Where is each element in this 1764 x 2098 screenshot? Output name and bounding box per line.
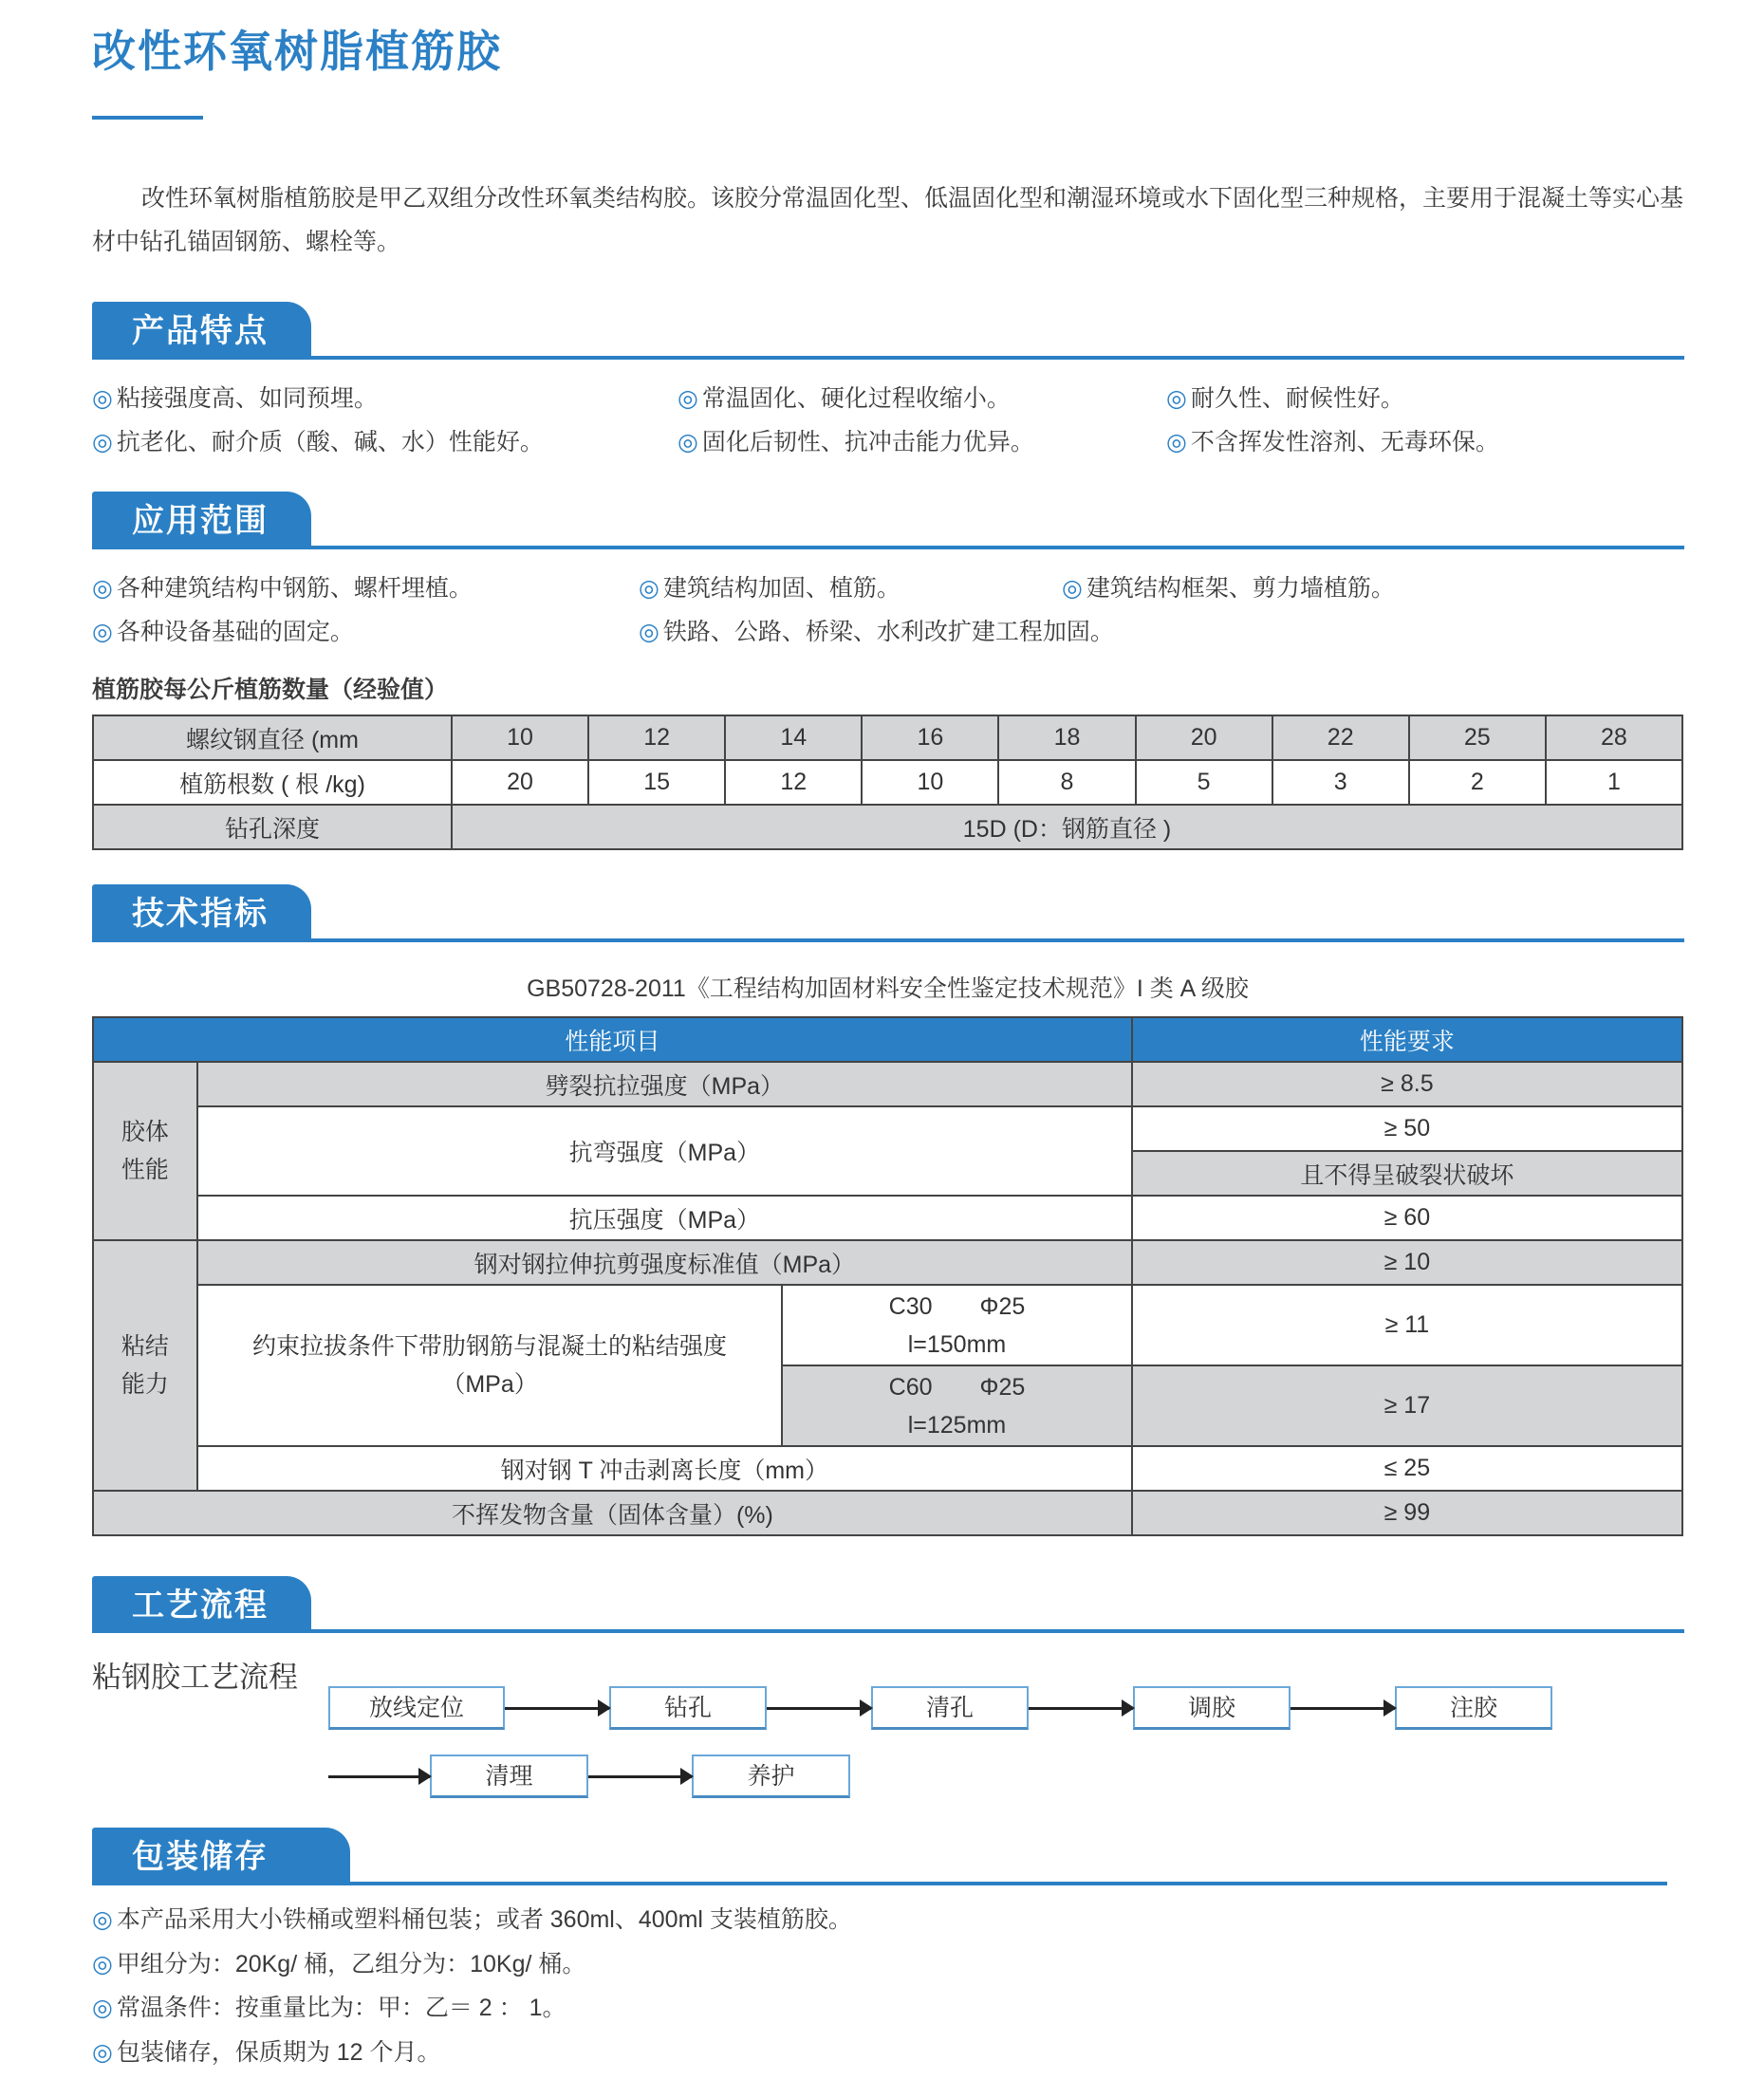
table-row bbox=[93, 805, 1682, 849]
table-title: 植筋胶每公斤植筋数量（经验值） bbox=[92, 677, 449, 703]
bullet-icon: ◎ bbox=[678, 429, 698, 455]
bullet-icon: ◎ bbox=[92, 1906, 113, 1933]
list-item bbox=[92, 380, 378, 414]
list-item bbox=[92, 1945, 585, 1979]
list-item bbox=[92, 613, 354, 647]
list-item bbox=[92, 569, 473, 603]
list-item bbox=[1166, 423, 1499, 457]
req-cell: ≤ 25 bbox=[1132, 1446, 1682, 1491]
table-cell: 16 bbox=[862, 715, 998, 760]
process-step: 清孔 bbox=[871, 1686, 1029, 1730]
table-cell: 1 bbox=[1546, 760, 1682, 805]
list-item-text: 建筑结构加固、植筋。 bbox=[662, 575, 901, 602]
bullet-icon: ◎ bbox=[92, 385, 113, 412]
item-cell: 抗压强度（MPa） bbox=[197, 1196, 1132, 1240]
table-cell: 钻孔深度 bbox=[93, 805, 452, 849]
table-row bbox=[93, 1491, 1682, 1535]
item-cell: 劈裂抗拉强度（MPa） bbox=[197, 1062, 1132, 1106]
process-step: 注胶 bbox=[1395, 1686, 1552, 1730]
condition-cell: C30 Φ25 l=150mm bbox=[782, 1285, 1132, 1365]
bullet-icon: ◎ bbox=[92, 575, 113, 602]
table-row bbox=[93, 1446, 1682, 1491]
table-header-row bbox=[93, 1017, 1682, 1062]
page-title: 改性环氧树脂植筋胶 bbox=[92, 27, 502, 76]
section-divider bbox=[92, 356, 1684, 360]
list-item-text: 常温条件：按重量比为：甲：乙＝ 2 ： 1。 bbox=[116, 1995, 566, 2021]
table-row bbox=[93, 715, 1682, 760]
item-cell: 钢对钢拉伸抗剪强度标准值（MPa） bbox=[197, 1240, 1132, 1285]
title-underline bbox=[92, 116, 203, 120]
req-cell: ≥ 8.5 bbox=[1132, 1062, 1682, 1106]
table-cell: 20 bbox=[1136, 715, 1272, 760]
table-cell: 22 bbox=[1272, 715, 1409, 760]
header-requirement: 性能要求 bbox=[1132, 1017, 1682, 1062]
arrow-right-icon bbox=[328, 1775, 430, 1778]
list-item-text: 建筑结构框架、剪力墙植筋。 bbox=[1086, 575, 1395, 602]
section-divider bbox=[92, 938, 1684, 942]
item-cell: 约束拉拔条件下带肋钢筋与混凝土的粘结强度（MPa） bbox=[197, 1285, 782, 1446]
table-cell: 10 bbox=[862, 760, 998, 805]
req-cell: ≥ 99 bbox=[1132, 1491, 1682, 1535]
list-item bbox=[639, 569, 901, 603]
table-row bbox=[93, 760, 1682, 805]
list-item bbox=[678, 380, 1011, 414]
req-cell: ≥ 17 bbox=[1132, 1365, 1682, 1446]
flow-label: 粘钢胶工艺流程 bbox=[92, 1661, 298, 1694]
process-step: 放线定位 bbox=[328, 1686, 505, 1730]
list-item-text: 各种设备基础的固定。 bbox=[116, 619, 354, 645]
list-item-text: 包装储存，保质期为 12 个月。 bbox=[116, 2039, 441, 2066]
bullet-icon: ◎ bbox=[92, 1995, 113, 2021]
req-cell: ≥ 50 bbox=[1132, 1106, 1682, 1151]
list-item-text: 常温固化、硬化过程收缩小。 bbox=[701, 385, 1011, 412]
table-cell: 14 bbox=[725, 715, 862, 760]
table-cell: 2 bbox=[1409, 760, 1546, 805]
table-cell: 20 bbox=[452, 760, 588, 805]
header-item: 性能项目 bbox=[93, 1017, 1132, 1062]
table-cell: 8 bbox=[998, 760, 1135, 805]
list-item-text: 本产品采用大小铁桶或塑料桶包装；或者 360ml、400ml 支装植筋胶。 bbox=[116, 1906, 852, 1933]
table-cell: 15 bbox=[588, 760, 725, 805]
list-item bbox=[1062, 569, 1395, 603]
arrow-right-icon bbox=[505, 1707, 609, 1710]
req-cell: ≥ 10 bbox=[1132, 1240, 1682, 1285]
intro-paragraph: 改性环氧树脂植筋胶是甲乙双组分改性环氧类结构胶。该胶分常温固化型、低温固化型和潮湿环境或水下固化型三种规格，主要用于混凝土等实心基材中钻孔锚固钢筋、螺栓等。 bbox=[92, 185, 1684, 255]
arrow-right-icon bbox=[767, 1707, 871, 1710]
group-label: 胶体 性能 bbox=[93, 1062, 197, 1240]
section-header-specs: 技术指标 bbox=[92, 884, 311, 940]
section-divider bbox=[92, 546, 1684, 549]
table-row bbox=[93, 1106, 1682, 1151]
list-item bbox=[92, 2033, 441, 2068]
standard-caption: GB50728-2011《工程结构加固材料安全性鉴定技术规范》I 类 A 级胶 bbox=[527, 975, 1249, 1002]
list-item-text: 固化后韧性、抗冲击能力优异。 bbox=[701, 429, 1034, 455]
list-item-text: 耐久性、耐候性好。 bbox=[1190, 385, 1404, 412]
list-item-text: 铁路、公路、桥梁、水利改扩建工程加固。 bbox=[662, 619, 1114, 645]
arrow-right-icon bbox=[588, 1775, 692, 1778]
section-divider bbox=[92, 1629, 1684, 1633]
list-item-text: 各种建筑结构中钢筋、螺杆埋植。 bbox=[116, 575, 473, 602]
bullet-icon: ◎ bbox=[92, 429, 113, 455]
process-step: 清理 bbox=[430, 1755, 588, 1798]
bullet-icon: ◎ bbox=[1166, 429, 1187, 455]
table-cell: 5 bbox=[1136, 760, 1272, 805]
bullet-icon: ◎ bbox=[1062, 575, 1083, 602]
item-cell: 钢对钢 T 冲击剥离长度（mm） bbox=[197, 1446, 1132, 1491]
bullet-icon: ◎ bbox=[678, 385, 698, 412]
table-row bbox=[93, 1196, 1682, 1240]
arrow-right-icon bbox=[1291, 1707, 1395, 1710]
table-row bbox=[93, 1062, 1682, 1106]
list-item bbox=[92, 423, 544, 457]
table-cell: 25 bbox=[1409, 715, 1546, 760]
table-cell: 28 bbox=[1546, 715, 1682, 760]
table-cell: 15D (D：钢筋直径 ) bbox=[452, 805, 1682, 849]
group-label: 粘结 能力 bbox=[93, 1240, 197, 1491]
table-cell: 18 bbox=[998, 715, 1135, 760]
process-step: 调胶 bbox=[1133, 1686, 1291, 1730]
table-cell: 植筋根数 ( 根 /kg) bbox=[93, 760, 452, 805]
section-header-process: 工艺流程 bbox=[92, 1576, 311, 1632]
condition-cell: C60 Φ25 l=125mm bbox=[782, 1365, 1132, 1446]
list-item-text: 甲组分为：20Kg/ 桶，乙组分为：10Kg/ 桶。 bbox=[116, 1951, 586, 1977]
process-step: 钻孔 bbox=[609, 1686, 767, 1730]
req-cell: 且不得呈破裂状破坏 bbox=[1132, 1151, 1682, 1196]
list-item-text: 不含挥发性溶剂、无毒环保。 bbox=[1190, 429, 1499, 455]
item-cell: 抗弯强度（MPa） bbox=[197, 1106, 1132, 1196]
req-cell: ≥ 60 bbox=[1132, 1196, 1682, 1240]
rebar-quantity-table bbox=[92, 715, 1683, 850]
section-header-applications: 应用范围 bbox=[92, 492, 311, 548]
list-item bbox=[92, 1901, 852, 1935]
spec-table bbox=[92, 1016, 1683, 1536]
table-row bbox=[93, 1240, 1682, 1285]
req-cell: ≥ 11 bbox=[1132, 1285, 1682, 1365]
section-header-features: 产品特点 bbox=[92, 302, 311, 358]
bullet-icon: ◎ bbox=[639, 619, 659, 645]
arrow-right-icon bbox=[1029, 1707, 1133, 1710]
list-item-text: 粘接强度高、如同预埋。 bbox=[116, 385, 378, 412]
list-item bbox=[1166, 380, 1404, 414]
table-cell: 10 bbox=[452, 715, 588, 760]
bullet-icon: ◎ bbox=[92, 2039, 113, 2066]
item-cell: 不挥发物含量（固体含量）(%) bbox=[93, 1491, 1132, 1535]
list-item-text: 抗老化、耐介质（酸、碱、水）性能好。 bbox=[116, 429, 544, 455]
list-item bbox=[678, 423, 1034, 457]
table-row bbox=[93, 1285, 1682, 1365]
bullet-icon: ◎ bbox=[92, 1951, 113, 1977]
section-header-packaging: 包装储存 bbox=[92, 1828, 350, 1884]
bullet-icon: ◎ bbox=[639, 575, 659, 602]
bullet-icon: ◎ bbox=[1166, 385, 1187, 412]
process-step: 养护 bbox=[692, 1755, 850, 1798]
table-cell: 3 bbox=[1272, 760, 1409, 805]
table-cell: 螺纹钢直径 (mm bbox=[93, 715, 452, 760]
section-divider bbox=[92, 1882, 1667, 1885]
table-cell: 12 bbox=[588, 715, 725, 760]
table-cell: 12 bbox=[725, 760, 862, 805]
bullet-icon: ◎ bbox=[92, 619, 113, 645]
list-item bbox=[639, 613, 1114, 647]
list-item bbox=[92, 1989, 566, 2023]
